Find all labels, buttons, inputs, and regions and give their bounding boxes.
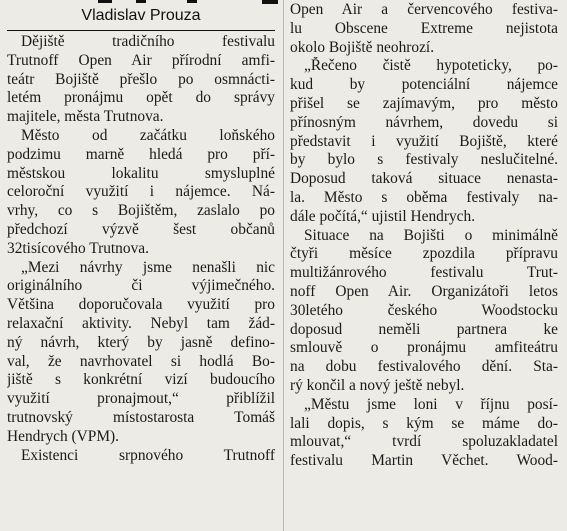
article-text-line: Většina doporučovala využití pro — [7, 296, 275, 314]
article-text-line: přišel se zajímavým, pro město — [290, 94, 558, 112]
article-text-line: Existenci srpnového Trutnoff — [21, 446, 275, 464]
article-text-line: la. Město s oběma festivaly na- — [290, 188, 558, 206]
article-text-line: „Řečeno čistě hypoteticky, po- — [304, 57, 558, 75]
article-text-line: trutnovský místostarosta Tomáš — [7, 408, 275, 426]
article-text-line: Open Air a červencového festiva- — [290, 1, 558, 18]
right-column — [290, 0, 558, 471]
article-text-line: Trutnoff Open Air přírodní amfi- — [7, 51, 275, 69]
article-text-line: by bylo s festivaly neslučitelné. — [290, 151, 558, 169]
article-text-line: smlouvě o pronájmu amfiteátru — [290, 339, 558, 357]
article-text-line: městskou lokalitu smysluplné — [7, 164, 275, 182]
article-text-line: okolo Bojiště neohrozí. — [290, 38, 435, 56]
article-text-line: jiště s konkrétní vizí budoucího — [7, 371, 275, 389]
article-text-line: vrhy, co s Bojištěm, zaslalo po — [7, 202, 275, 220]
right-column-text — [290, 1, 558, 471]
article-text-line: na dobu festivalového dění. Sta- — [290, 358, 558, 376]
article-text-line: „Městu jsme loni v říjnu posí- — [304, 395, 558, 413]
article-text-line: celoroční využití i nájemce. Ná- — [7, 183, 275, 201]
article-text-line: využití pronajmout,“ přiblížil — [7, 390, 275, 408]
article-text-line: „Mezi návrhy jsme nenašli nic — [21, 258, 275, 276]
article-text-line: podzimu marně hledá pro pří- — [7, 145, 275, 163]
article-text-line: ný návrh, který by jasně defino- — [7, 333, 275, 351]
left-column — [7, 0, 275, 465]
article-text-line: relaxační aktivity. Nebyl tam žád- — [7, 314, 275, 332]
article-text-line: festivalu Martin Věchet. Wood- — [290, 452, 558, 470]
column-divider — [283, 0, 284, 531]
article-text-line: multižánrového festivalu Trut- — [290, 264, 558, 282]
article-text-line: letém pronájmu opět do správy — [7, 89, 275, 107]
article-text-line: doposud neměli partnera ke — [290, 320, 558, 338]
article-text-line: 30letého českého Woodstocku — [290, 301, 558, 319]
article-text-line: 32tisícového Trutnova. — [7, 239, 149, 257]
article-text-line: přínosným návrhem, dovedu si — [290, 113, 558, 131]
article-text-line: originálního či výjimečného. — [7, 277, 275, 295]
article-text-line: Doposud taková situace nenasta- — [290, 170, 558, 188]
author-name: Vladislav Prouza — [81, 7, 201, 24]
article-text-line: čtyři měsíce zpozdila přípravu — [290, 245, 558, 263]
article-text-line: teátr Bojiště přešlo po osmnácti- — [7, 70, 275, 88]
article-text-line: val, že navrhovatel si hodlá Bo- — [7, 352, 275, 370]
article-text-line: kud by potenciální nájemce — [290, 76, 558, 94]
article-text-line: lali dopis, s kým se máme do- — [290, 414, 558, 432]
article-text-line: představit i využití Bojiště, které — [290, 132, 558, 150]
article-text-line: Hendrych (VPM). — [7, 427, 119, 445]
article-text-line: noff Open Air. Organizátoři letos — [290, 282, 558, 300]
article-text-line: majitele, města Trutnova. — [7, 108, 164, 126]
article-text-line: lu Obscene Extreme nejistota — [290, 19, 558, 37]
left-column-text — [7, 33, 275, 465]
article-text-line: dále počítá,“ ujistil Hendrych. — [290, 207, 476, 225]
article-text-line: rý končil a nový ještě nebyl. — [290, 376, 465, 394]
article-text-line: Město od začátku loňského — [21, 126, 275, 144]
author-byline — [7, 9, 275, 33]
article-text-line: předchozí výzvě šest občanů — [7, 220, 275, 238]
article-text-line: Situace na Bojišti o minimálně — [304, 226, 558, 244]
article-text-line: mlouvat,“ tvrdí spoluzakladatel — [290, 433, 558, 451]
article-text-line: Dějiště tradičního festivalu — [21, 33, 275, 50]
